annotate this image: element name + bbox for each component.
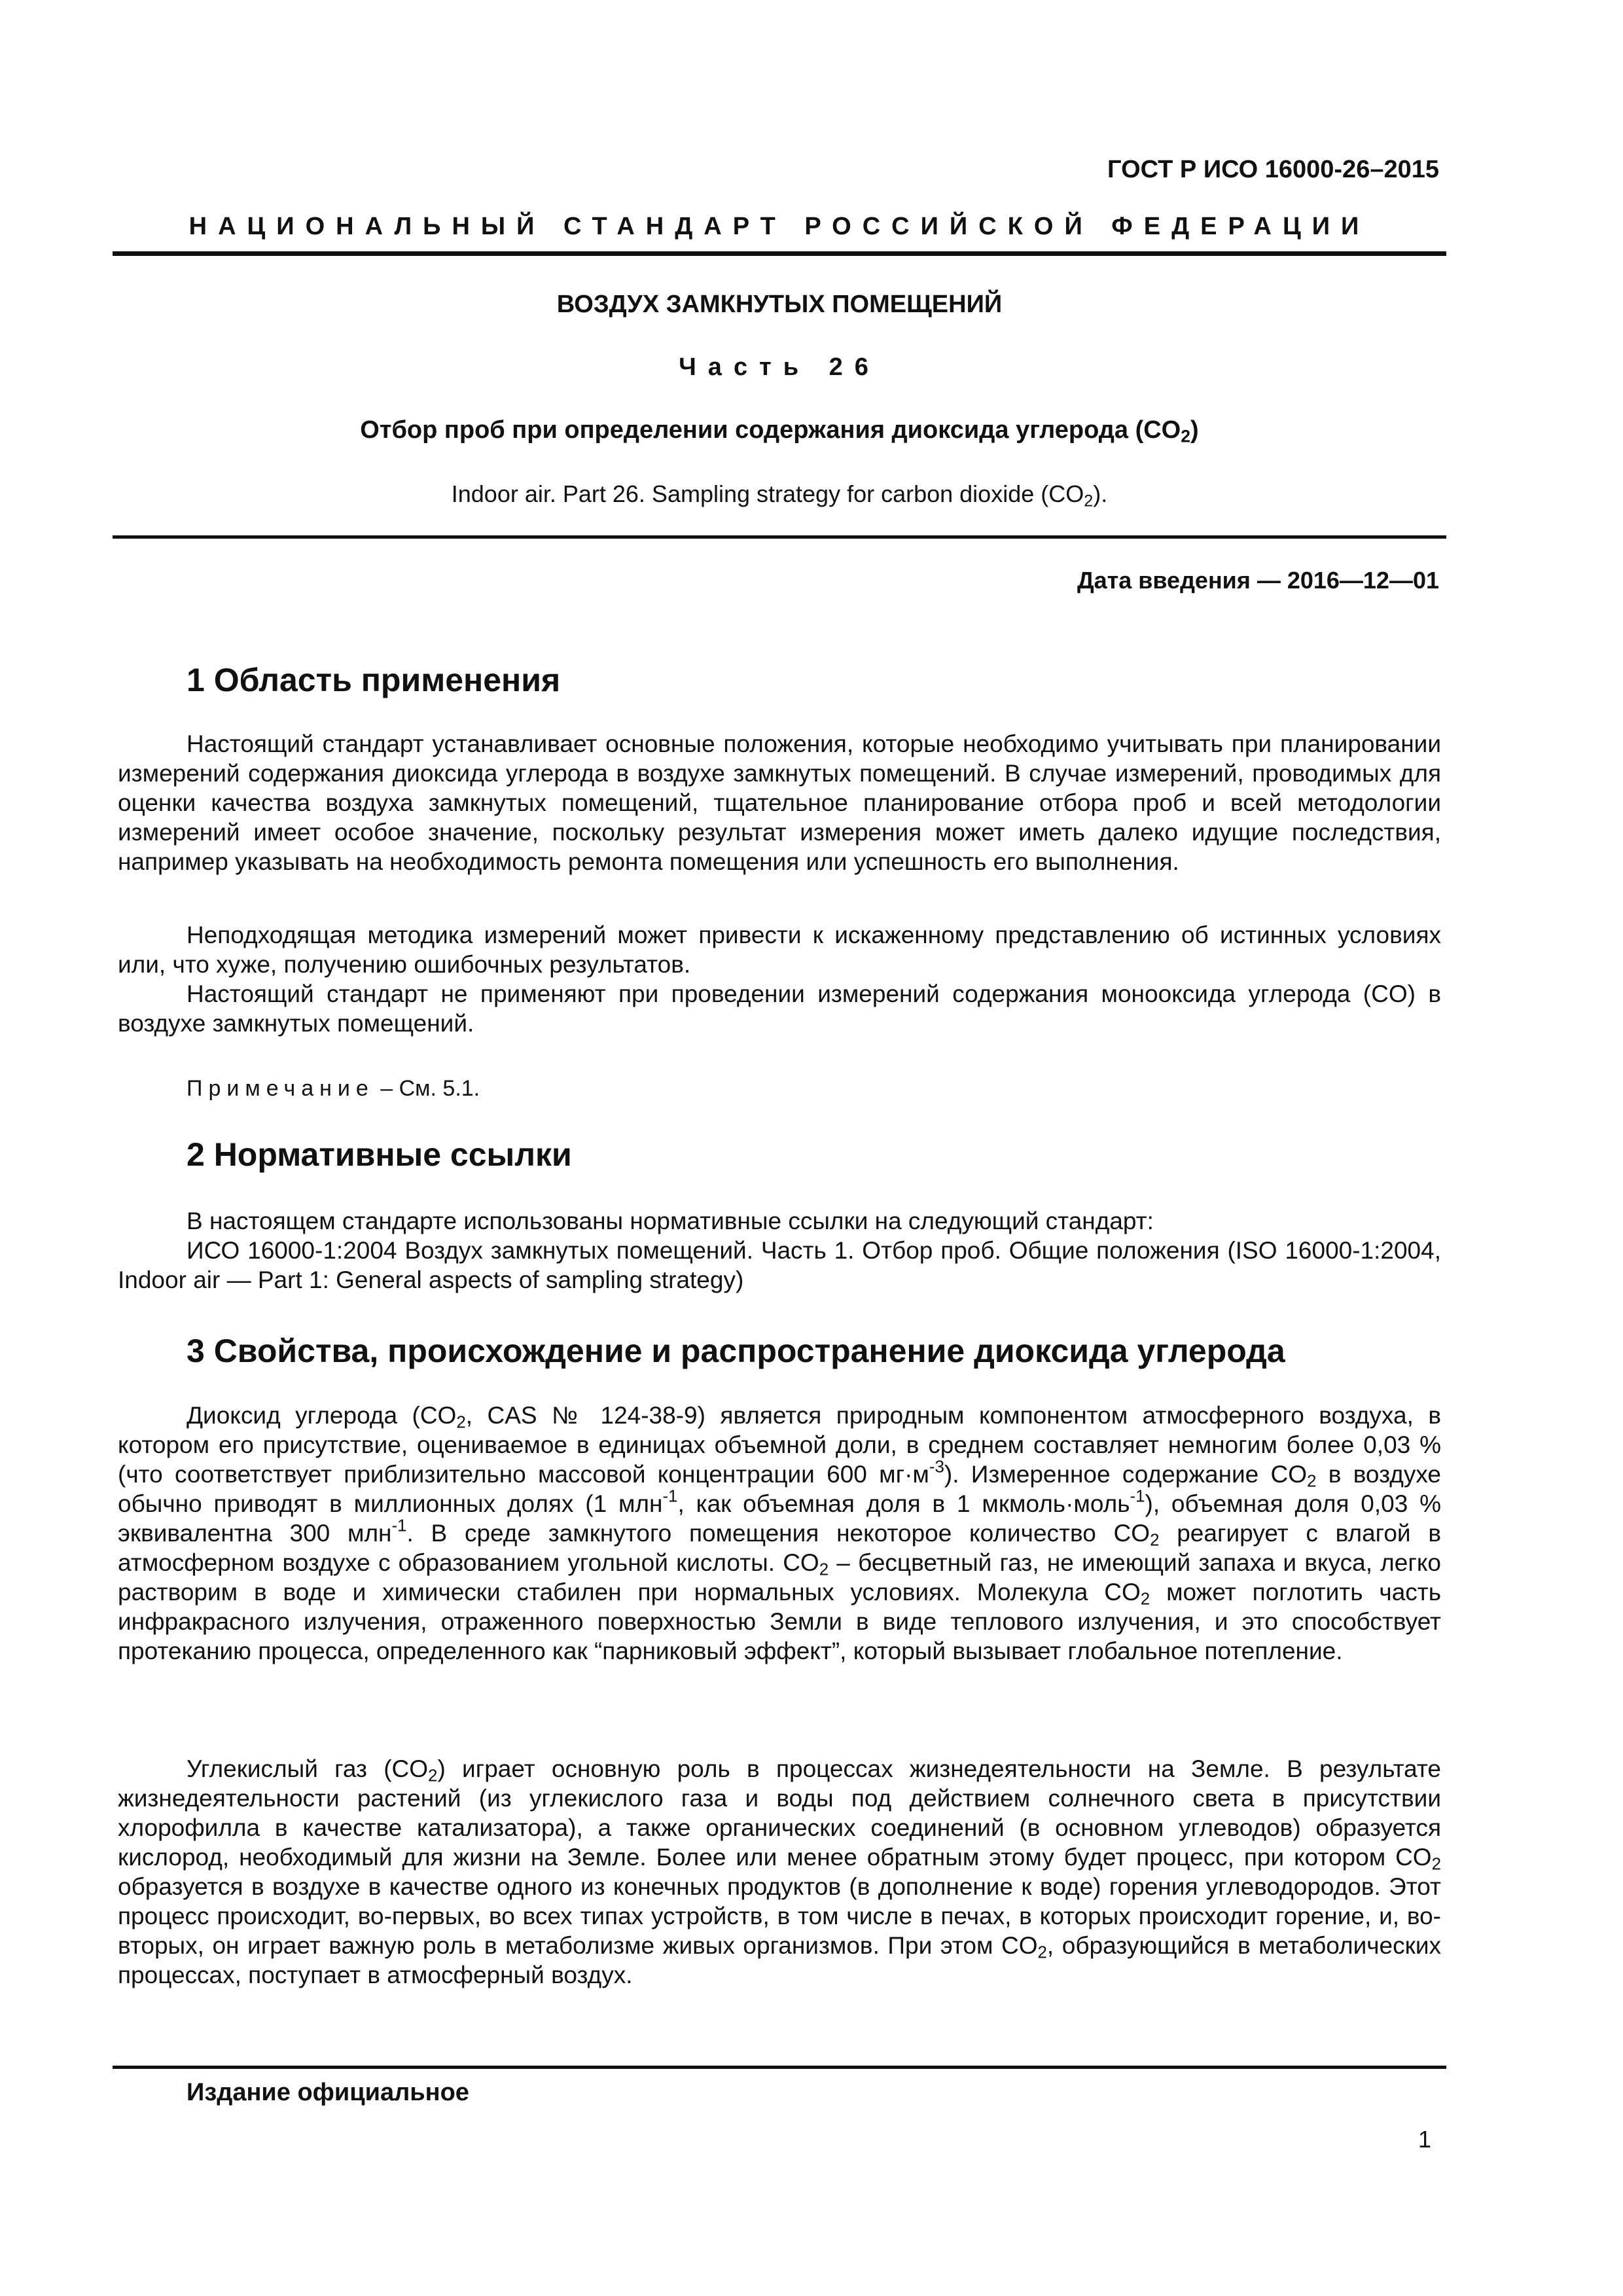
section-1-paragraph-3: Настоящий стандарт не применяют при проведении измерений содержания монооксида углерода (CO) в воздухе замкнутых помещений. (118, 980, 1441, 1037)
section-1-paragraph-2: Неподходящая методика измерений может привести к искаженному представлению об истинных условиях или, что хуже, получению ошибочных результатов. (118, 922, 1441, 978)
official-edition-label: Издание официальное (187, 2079, 469, 2106)
section-1-paragraph-1: Настоящий стандарт устанавливает основные положения, которые необходимо учитывать при планировании измерений содержания диоксида углерода в воздухе замкнутых помещений. В случае измерений, проводимых для оценки качества воздуха замкнутых помещений, тщательное планирование отбора проб и всей методологии измерений имеет особое значение, поскольку результат измерения может иметь далеко идущие последствия, например указывать на необходимость ремонта помещения или успешность его выполнения. (118, 730, 1441, 875)
section-2-intro: В настоящем стандарте использованы нормативные ссылки на следующий стандарт: (187, 1208, 1154, 1234)
document-title: ВОЗДУХ ЗАМКНУТЫХ ПОМЕЩЕНИЙ (556, 291, 1003, 318)
document-part: Часть 26 (679, 353, 880, 381)
page-number: 1 (1418, 2126, 1431, 2153)
section-3-paragraph-1: Диоксид углерода ($CO_2$, CAS № 124-38-9) является природным компонентом атмосферного воздуха, в котором его присутствие, оцениваемое в единицах объемной доли, в среднем составляет немногим более 0,03 % (что соответствует приблизительно массовой концентрации 600 $мг\cdot м^{-3}$). Измеренное содержание $CO_2$ в воздухе обычно приводят в миллионных долях (1 млн$^{-1}$, как объемная доля в 1 мкмоль·моль$^{-1}$), объемная доля 0,03 % эквивалентна 300 млн$^{-1}$. В среде замкнутого помещения некоторое количество $CO_2$ реагирует с влагой в атмосферном воздухе с образованием угольной кислоты. $CO_2$ – бесцветный газ, не имеющий запаха и вкуса, легко растворим в воде и химически стабилен при нормальных условиях. Молекула $CO_2$ может поглотить часть инфракрасного излучения, отраженного поверхностью Земли в виде теплового излучения, и это способствует протеканию процесса, определенного как “парниковый эффект”, который вызывает глобальное потепление. (118, 1402, 1442, 1664)
section-3-paragraph-2: Углекислый газ $(CO_2)$ играет основную роль в процессах жизнедеятельности на Земле. В результате жизнедеятельности растений (из углекислого газа и воды под действием солнечного света в присутствии хлорофилла в качестве катализатора), а также органических соединений (в основном углеводов) образуется кислород, необходимый для жизни на Земле. Более или менее обратным этому будет процесс, при котором $CO_2$ образуется в воздухе в качестве одного из конечных продуктов (в дополнение к воде) горения углеводородов. Этот процесс происходит, во-первых, во всех типах устройств, в том числе в печах, в которых происходит горение, и, во-вторых, он играет важную роль в метаболизме живых организмов. При этом $CO_2$, образующийся в метаболических процессах, поступает в атмосферный воздух. (118, 1755, 1441, 1988)
section-1-note: Примечание – См. 5.1. (187, 1076, 480, 1101)
section-1-heading: 1 Область применения (187, 662, 561, 698)
english-title: Indoor air. Part 26. Sampling strategy for carbon dioxide $(CO_2)$. (451, 480, 1108, 511)
document-subtitle: Отбор проб при определении содержания диоксида углерода $(CO_2)$ (360, 416, 1199, 446)
header-rule (113, 251, 1446, 256)
section-2-reference: ИСО 16000-1:2004 Воздух замкнутых помещений. Часть 1. Отбор проб. Общие положения (ISO 16000-1:2004, Indoor air — Part 1: General aspects of sampling strategy) (118, 1237, 1441, 1293)
standard-number: ГОСТ Р ИСО 16000-26–2015 (1107, 156, 1439, 183)
section-2-heading: 2 Нормативные ссылки (187, 1136, 572, 1173)
footer-rule (113, 2066, 1446, 2069)
section-3-heading: 3 Свойства, происхождение и распространение диоксида углерода (187, 1333, 1285, 1369)
national-standard-banner: НАЦИОНАЛЬНЫЙ СТАНДАРТ РОССИЙСКОЙ ФЕДЕРАЦИИ (188, 213, 1370, 240)
title-rule (113, 535, 1446, 539)
effective-date: Дата введения — 2016—12—01 (1077, 567, 1439, 594)
